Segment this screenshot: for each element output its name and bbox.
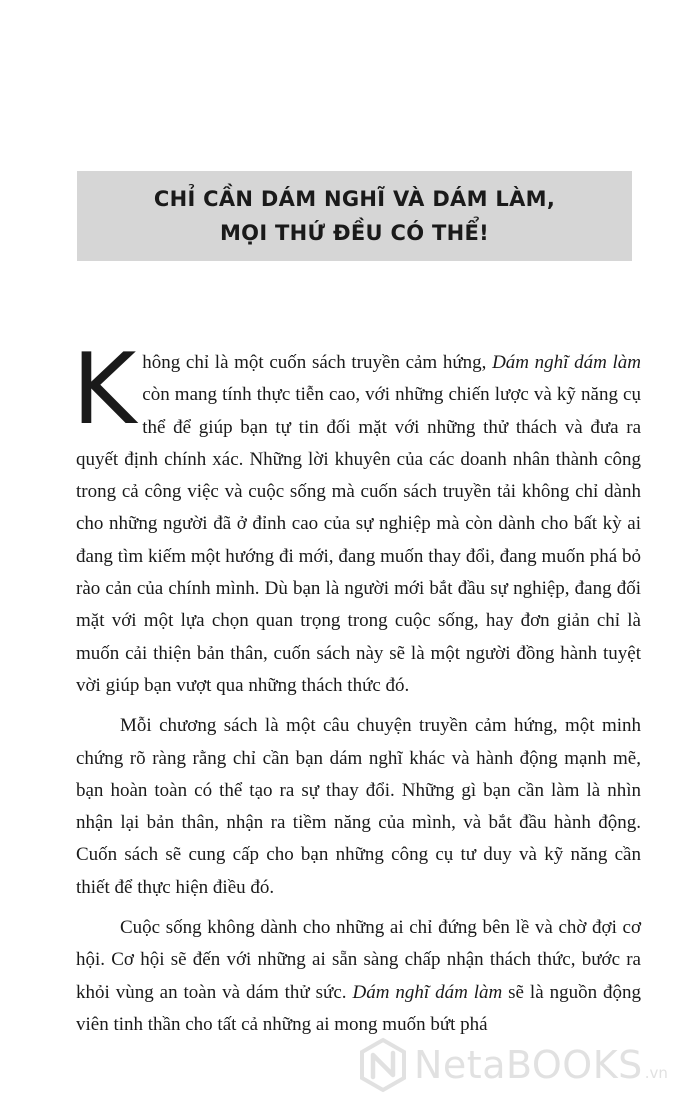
paragraph-2: Mỗi chương sách là một câu chuyện truyền cảm hứng, một minh chứng rõ ràng rằng chỉ cần bạn dám nghĩ khác và hành động mạnh mẽ, bạn hoàn toàn có thể tạo ra sự thay đổi. Những gì bạn cần làm là nhìn nhận lại bản thân, nhận ra tiềm năng của mình, và bắt đầu hành động. Cuốn sách sẽ cung cấp cho bạn những công cụ tư duy và kỹ năng cần thiết để thực hiện điều đó. <box>76 715 641 898</box>
watermark-brand: NetaBOOKS <box>414 1043 643 1087</box>
paragraph-1 <box>72 333 641 702</box>
paragraph-3-part-1: Cuộc sống không dành cho những ai chỉ đứng bên lề và chờ đợi cơ hội. Cơ hội sẽ đến với những ai sẵn sàng chấp nhận thách thức, bước ra khỏi vùng an toàn và dám thử sức. <box>76 917 641 1003</box>
hexagon-n-logo-icon <box>358 1037 408 1093</box>
paragraph-1-part-2: còn mang tính thực tiễn cao, với những chiến lược và kỹ năng cụ thể để giúp bạn tự tin đối mặt với những thử thách và đưa ra quyết định chính xác. Những lời khuyên của các doanh nhân thành công trong cả công việc và cuộc sống mà cuốn sách truyền tải không chỉ dành cho những người đã ở đỉnh cao của sự nghiệp mà còn dành cho bất kỳ ai đang tìm kiếm một hướng đi mới, đang muốn thay đổi, đang muốn phá bỏ rào cản của chính mình. Dù bạn là người mới bắt đầu sự nghiệp, đang đối mặt với một lựa chọn quan trọng trong cuộc sống, hay đơn giản chỉ là muốn cải thiện bản thân, cuốn sách này sẽ là một người đồng hành tuyệt vời giúp bạn vượt qua những thách thức đó. <box>76 384 641 696</box>
drop-cap: K <box>72 333 137 447</box>
watermark-suffix: .vn <box>644 1064 668 1082</box>
chapter-heading-line-1: CHỈ CẦN DÁM NGHĨ VÀ DÁM LÀM, <box>153 187 556 211</box>
chapter-heading-line-2: MỌI THỨ ĐỀU CÓ THỂ! <box>219 221 490 245</box>
paragraph-3-part-2: sẽ là nguồn động viên tinh thần cho tất cả những ai mong muốn bứt phá <box>76 981 641 1035</box>
chapter-heading-box <box>77 171 632 261</box>
watermark <box>358 1035 668 1095</box>
paragraph-3 <box>76 912 641 1041</box>
book-title-italic: Dám nghĩ dám làm <box>492 352 641 373</box>
body-text <box>72 333 641 1041</box>
book-title-italic: Dám nghĩ dám làm <box>352 981 503 1003</box>
paragraph-1-part-1: hông chỉ là một cuốn sách truyền cảm hứng, <box>142 352 493 373</box>
